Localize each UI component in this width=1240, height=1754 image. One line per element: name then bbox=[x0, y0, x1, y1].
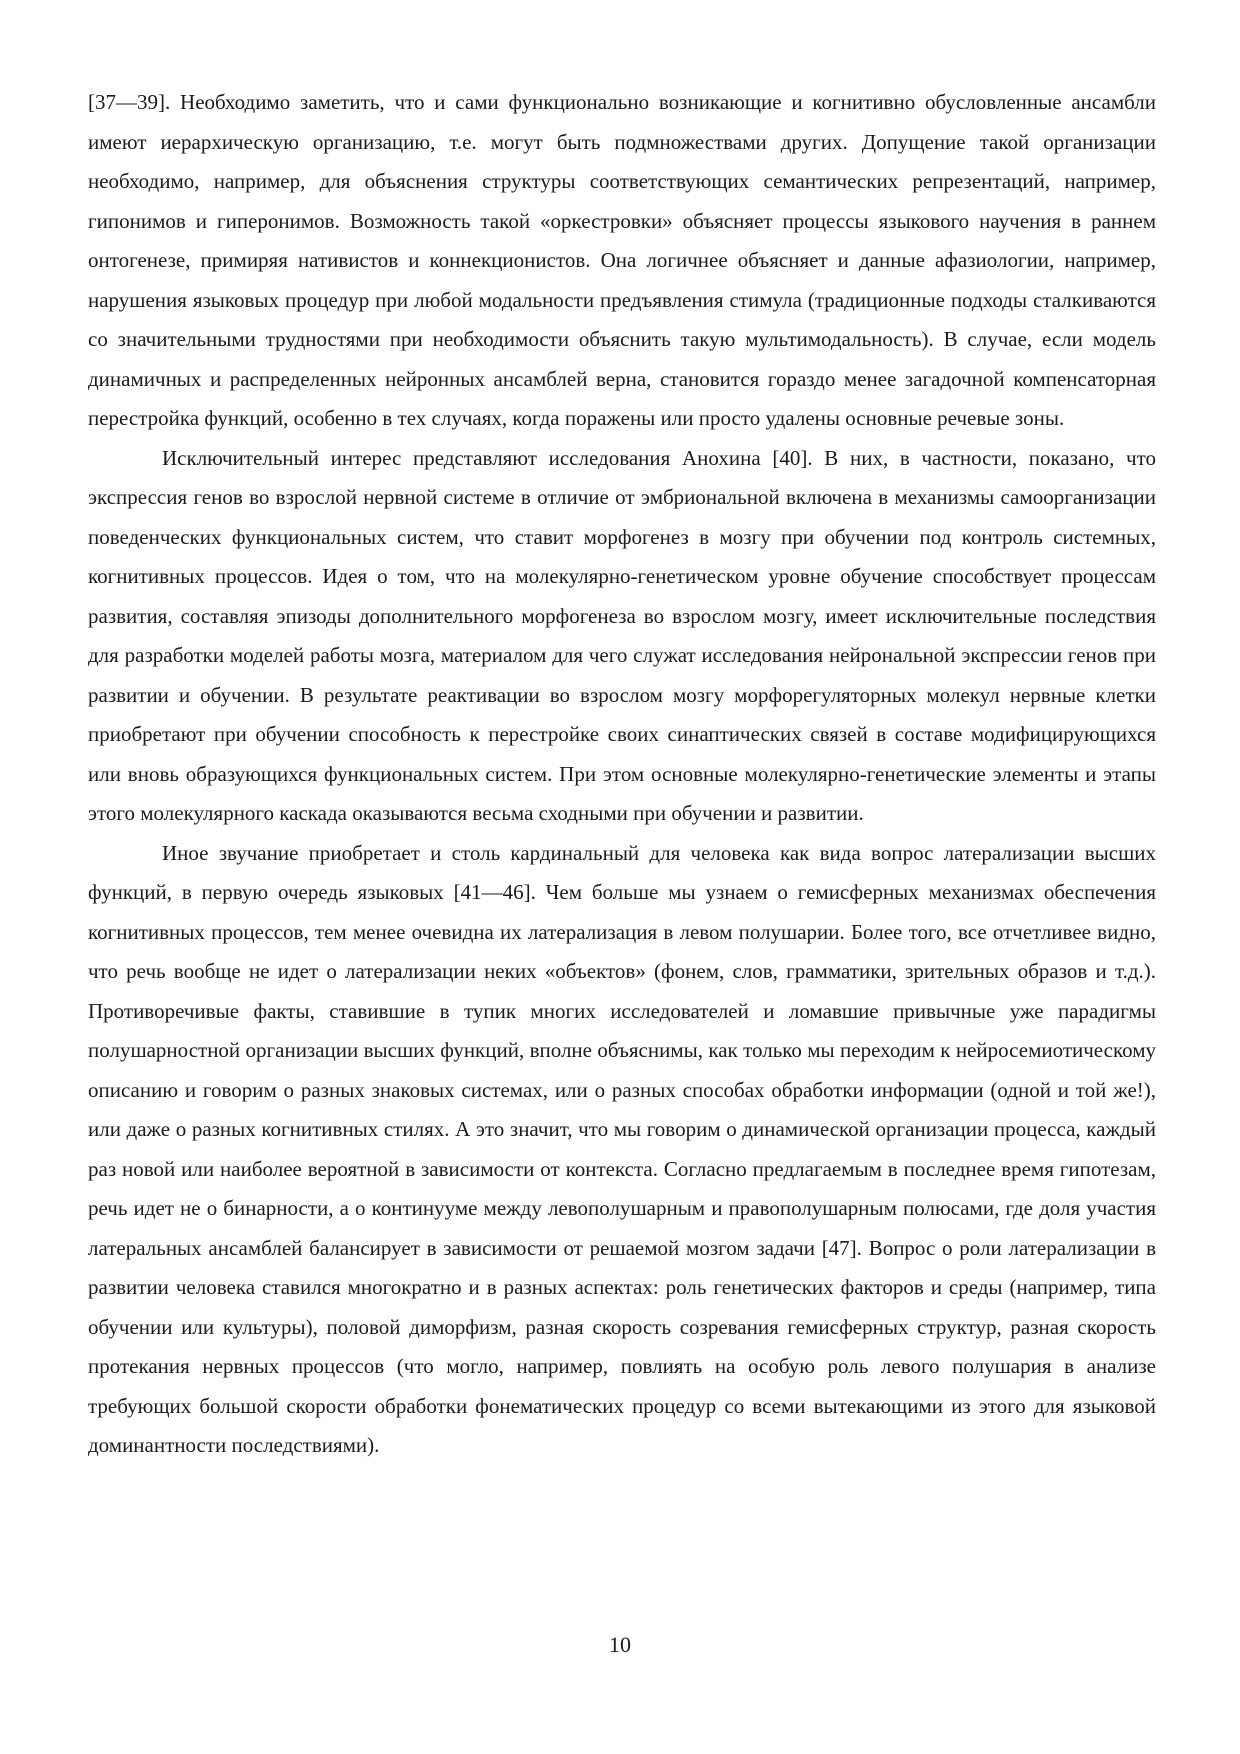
paragraph-anokhin: Исключительный интерес представляют исследования Анохина [40]. В них, в частности, показано, что экспрессия генов во взрослой нервной системе в отличие от эмбриональной включена в механизмы самоорганизации поведенческих функциональных систем, что ставит морфогенез в мозгу при обучении под контроль системных, когнитивных процессов. Идея о том, что на молекулярно-генетическом уровне обучение способствует процессам развития, составляя эпизоды дополнительного морфогенеза во взрослом мозгу, имеет исключительные последствия для разработки моделей работы мозга, материалом для чего служат исследования нейрональной экспрессии генов при развитии и обучении. В результате реактивации во взрослом мозгу морфорегуляторных молекул нервные клетки приобретают при обучении способность к перестройке своих синаптических связей в составе модифицирующихся или вновь образующихся функциональных систем. При этом основные молекулярно-генетические элементы и этапы этого молекулярного каскада оказываются весьма сходными при обучении и развитии. bbox=[88, 445, 1156, 825]
page-number: 10 bbox=[609, 1632, 631, 1657]
paragraph-lateralization: Иное звучание приобретает и столь кардинальный для человека как вида вопрос латерализации высших функций, в первую очередь языковых [41—46]. Чем больше мы узнаем о гемисферных механизмах обеспечения когнитивных процессов, тем менее очевидна их латерализация в левом полушарии. Более того, все отчетливее видно, что речь вообще не идет о латерализации неких «объектов» (фонем, слов, грамматики, зрительных образов и т.д.). Противоречивые факты, ставившие в тупик многих исследователей и ломавшие привычные уже парадигмы полушарностной организации высших функций, вполне объяснимы, как только мы переходим к нейросемиотическому описанию и говорим о разных знаковых системах, или о разных способах обработки информации (одной и той же!), или даже о разных когнитивных стилях. А это значит, что мы говорим о динамической организации процесса, каждый раз новой или наиболее вероятной в зависимости от контекста. Согласно предлагаемым в последнее время гипотезам, речь идет не о бинарности, а о континууме между левополушарным и правополушарным полюсами, где доля участия латеральных ансамблей балансирует в зависимости от решаемой мозгом задачи [47]. Вопрос о роли латерализации в развитии человека ставился многократно и в разных аспектах: роль генетических факторов и среды (например, типа обучении или культуры), половой диморфизм, разная скорость созревания гемисферных структур, разная скорость протекания нервных процессов (что могло, например, повлиять на особую роль левого полушария в анализе требующих большой скорости обработки фонематических процедур со всеми вытекающими из этого для языковой доминантности последствиями). bbox=[88, 840, 1156, 1457]
paragraph-continuation: [37—39]. Необходимо заметить, что и сами функционально возникающие и когнитивно обусловленные ансамбли имеют иерархическую организацию, т.е. могут быть подмножествами других. Допущение такой организации необходимо, например, для объяснения структуры соответствующих семантических репрезентаций, например, гипонимов и гиперонимов. Возможность такой «оркестровки» объясняет процессы языкового научения в раннем онтогенезе, примиряя нативистов и коннекционистов. Она логичнее объясняет и данные афазиологии, например, нарушения языковых процедур при любой модальности предъявления стимула (традиционные подходы сталкиваются со значительными трудностями при необходимости объяснить такую мультимодальность). В случае, если модель динамичных и распределенных нейронных ансамблей верна, становится гораздо менее загадочной компенсаторная перестройка функций, особенно в тех случаях, когда поражены или просто удалены основные речевые зоны. bbox=[88, 90, 1156, 430]
body-text bbox=[88, 83, 1156, 1466]
